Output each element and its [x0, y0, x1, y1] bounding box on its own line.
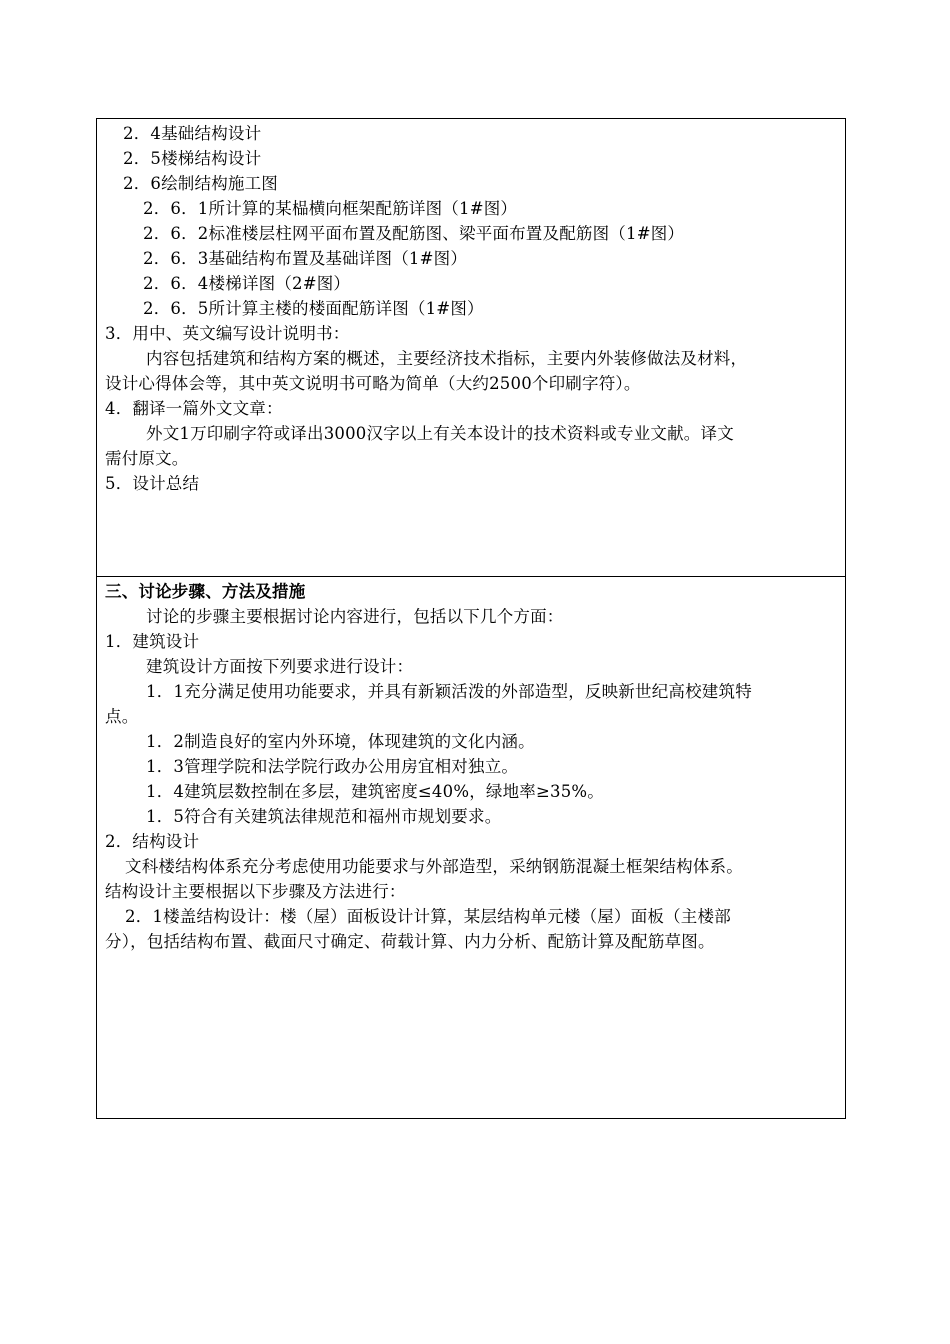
text-line: 1．3管理学院和法学院行政办公用房宜相对独立。	[146, 757, 519, 776]
text-line: 2．6．3基础结构布置及基础详图（1#图）	[143, 249, 468, 268]
text-line: 结构设计主要根据以下步骤及方法进行：	[105, 882, 406, 901]
text-line: 5．设计总结	[105, 474, 200, 493]
section-heading: 三、讨论步骤、方法及措施	[105, 582, 306, 601]
text-line: 3．用中、英文编写设计说明书：	[105, 324, 350, 343]
text-line: 外文1万印刷字符或译出3000汉字以上有关本设计的技术资料或专业文献。译文	[146, 424, 734, 443]
text-line: 点。	[105, 707, 139, 726]
text-line: 1．2制造良好的室内外环境，体现建筑的文化内涵。	[146, 732, 535, 751]
text-line: 2．6．5所计算主楼的楼面配筋详图（1#图）	[143, 299, 484, 318]
text-line: 2．1楼盖结构设计：楼（屋）面板设计计算，某层结构单元楼（屋）面板（主楼部	[125, 907, 731, 926]
text-line: 分），包括结构布置、截面尺寸确定、荷载计算、内力分析、配筋计算及配筋草图。	[105, 932, 715, 951]
form-table	[96, 118, 846, 1119]
research-steps-cell	[97, 577, 845, 1118]
text-line: 1．1充分满足使用功能要求，并具有新颖活泼的外部造型，反映新世纪高校建筑特	[146, 682, 752, 701]
text-line: 文科楼结构体系充分考虑使用功能要求与外部造型，采纳钢筋混凝土框架结构体系。	[125, 857, 743, 876]
text-line: 4．翻译一篇外文文章：	[105, 399, 283, 418]
text-line: 内容包括建筑和结构方案的概述，主要经济技术指标，主要内外装修做法及材料，	[146, 349, 748, 368]
text-line: 2．结构设计	[105, 832, 200, 851]
text-line: 2．6．4楼梯详图（2#图）	[143, 274, 351, 293]
text-line: 1．5符合有关建筑法律规范和福州市规划要求。	[146, 807, 502, 826]
design-content-cell	[97, 119, 845, 577]
text-line: 讨论的步骤主要根据讨论内容进行，包括以下几个方面：	[146, 607, 564, 626]
text-line: 2．6．1所计算的某榀横向框架配筋详图（1#图）	[143, 199, 518, 218]
text-line: 1．4建筑层数控制在多层，建筑密度≤40%，绿地率≥35%。	[146, 782, 604, 801]
text-line: 2．5楼梯结构设计	[123, 149, 262, 168]
text-line: 1．建筑设计	[105, 632, 200, 651]
text-line: 设计心得体会等，其中英文说明书可略为简单（大约2500个印刷字符）。	[105, 374, 641, 393]
text-line: 需付原文。	[105, 449, 189, 468]
text-line: 2．4基础结构设计	[123, 124, 262, 143]
text-line: 2．6．2标准楼层柱网平面布置及配筋图、梁平面布置及配筋图（1#图）	[143, 224, 685, 243]
text-line: 2．6绘制结构施工图	[123, 174, 278, 193]
text-line: 建筑设计方面按下列要求进行设计：	[146, 657, 414, 676]
